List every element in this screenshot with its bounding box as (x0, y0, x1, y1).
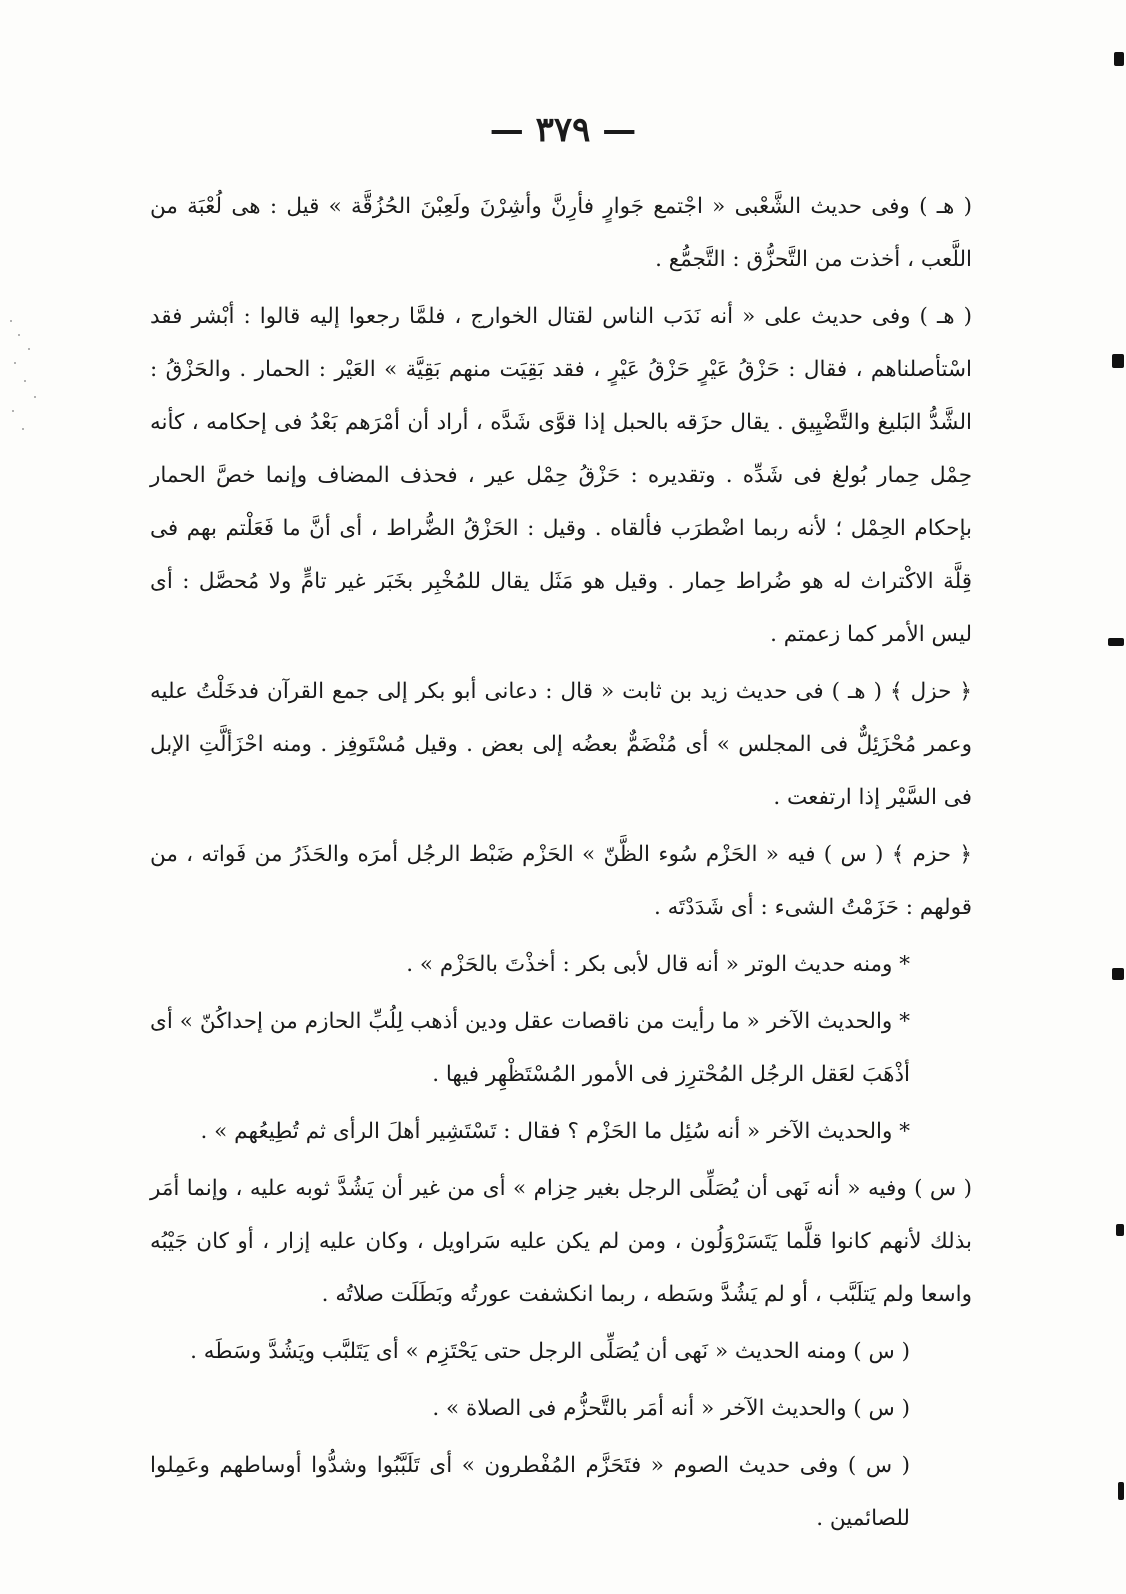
scan-mark (1112, 354, 1124, 368)
paragraph-entry-hazm: ﴿ حزم ﴾ ( س ) فيه « الحَزْم سُوء الظَّنّ » الحَزْم ضَبْط الرجُل أمرَه والحَذَرُ من فَواته ، من قولهم : حَزَمْتُ الشىء : أى شَدَدْتَه . (150, 842, 972, 920)
scan-noise (6, 300, 42, 500)
paragraph-fasting-hadith: ( س ) وفى حديث الصوم « فتَحَزَّم المُفْطرون » أى تَلَبَّبُوا وشدُّوا أوساطهم وعَمِلوا للصائمين . (150, 1453, 910, 1531)
paragraph-ali-khawarij: ( هـ ) وفى حديث على « أنه نَدَب الناس لقتال الخوارج ، فلمَّا رجعوا إليه قالوا : أبْشر فقد اسْتأصلناهم ، فقال : حَزْقُ عَيْرٍ حَزْقُ عَيْرٍ ، فقد بَقِيَت منهم بَقِيَّة » العَيْر : الحمار . والحَزْقُ : الشَّدُّ البَليغ والتَّضْيِيق . يقال حزَقه بالحبل إذا قوَّى شَدَّه ، أراد أن أمْرَهم بَعْدُ فى إحكامه ، كأنه حِمْل حِمار بُولغ فى شَدِّه . وتقديره : حَزْقُ حِمْل عير ، فحذف المضاف وإنما خصَّ الحمار بإحكام الحِمْل ؛ لأنه ربما اضْطرَب فألقاه . وقيل : الحَزْقُ الضُّراط ، أى أنَّ ما فَعَلْتم بهم فى قِلَّة الاكْتراث له هو ضُراط حِمار . وقيل هو مَثَل يقال للمُخْبِر بخَبَر غير تامٍّ ولا مُحصَّل : أى ليس الأمر كما زعمتم . (150, 304, 972, 647)
paragraph-witr-hadith: * ومنه حديث الوتر « أنه قال لأبى بكر : أخذْتَ بالحَزْم » . (406, 952, 910, 977)
paragraph-ahl-al-ray-hadith: * والحديث الآخر « أنه سُئِل ما الحَزْم ؟ فقال : تَسْتَشِير أهلَ الرأى ثم تُطِيعُهم » . (200, 1119, 910, 1144)
paragraph-hizam-prayer: ( س ) وفيه « أنه نَهى أن يُصَلِّى الرجل بغير حِزام » أى من غير أن يَشُدَّ ثوبه عليه ، وإنما أمَر بذلك لأنهم كانوا قلَّما يَتَسَرْوَلُون ، ومن لم يكن عليه سَراويل ، وكان عليه إزار ، أو كان جَيْبُه واسعا ولم يَتلَبَّب ، أو لم يَشُدَّ وسَطه ، ربما انكشفت عورتُه وبَطَلَت صلاتُه . (150, 1176, 972, 1307)
scan-mark (1108, 638, 1124, 646)
page-number: — ٣٧٩ — (489, 110, 637, 150)
page-body (150, 180, 972, 1545)
paragraph-tahazzum-hadith: ( س ) والحديث الآخر « أنه أمَر بالتَّحزُّم فى الصلاة » . (432, 1396, 910, 1421)
scan-mark (1116, 1224, 1124, 1236)
scan-mark (1112, 968, 1124, 980)
scan-mark (1118, 1482, 1124, 1500)
scan-mark (1114, 52, 1124, 66)
paragraph-ihtizam-hadith: ( س ) ومنه الحديث « نَهى أن يُصَلِّى الرجل حتى يَحْتَزِم » أى يَتَلبَّب ويَشُدَّ وسَطَه . (190, 1339, 910, 1364)
paragraph-naqisat-hadith: * والحديث الآخر « ما رأيت من ناقصات عقل ودين أذهب لِلُبِّ الحازم من إحداكُنّ » أى أذْهَبَ لعَقل الرجُل المُحْترِز فى الأمور المُسْتَظْهِر فيها . (150, 1009, 910, 1087)
paragraph-sha-bi: ( هـ ) وفى حديث الشَّعْبى « اجْتمع جَوارٍ فأرِنَّ وأشِرْنَ ولَعِبْنَ الحُزُقَّة » قيل : هى لُعْبَة من اللَّعب ، أخذت من التَّحزُّق : التَّجمُّع . (150, 194, 972, 272)
paragraph-entry-hazal: ﴿ حزل ﴾ ( هـ ) فى حديث زيد بن ثابت « قال : دعانى أبو بكر إلى جمع القرآن فدخَلْتُ عليه وعمر مُحْزَئِلٌّ فى المجلس » أى مُنْضَمٌّ بعضُه إلى بعض . وقيل مُسْتَوفِز . ومنه احْزَألَّتِ الإبل فى السَّيْر إذا ارتفعت . (150, 679, 972, 810)
